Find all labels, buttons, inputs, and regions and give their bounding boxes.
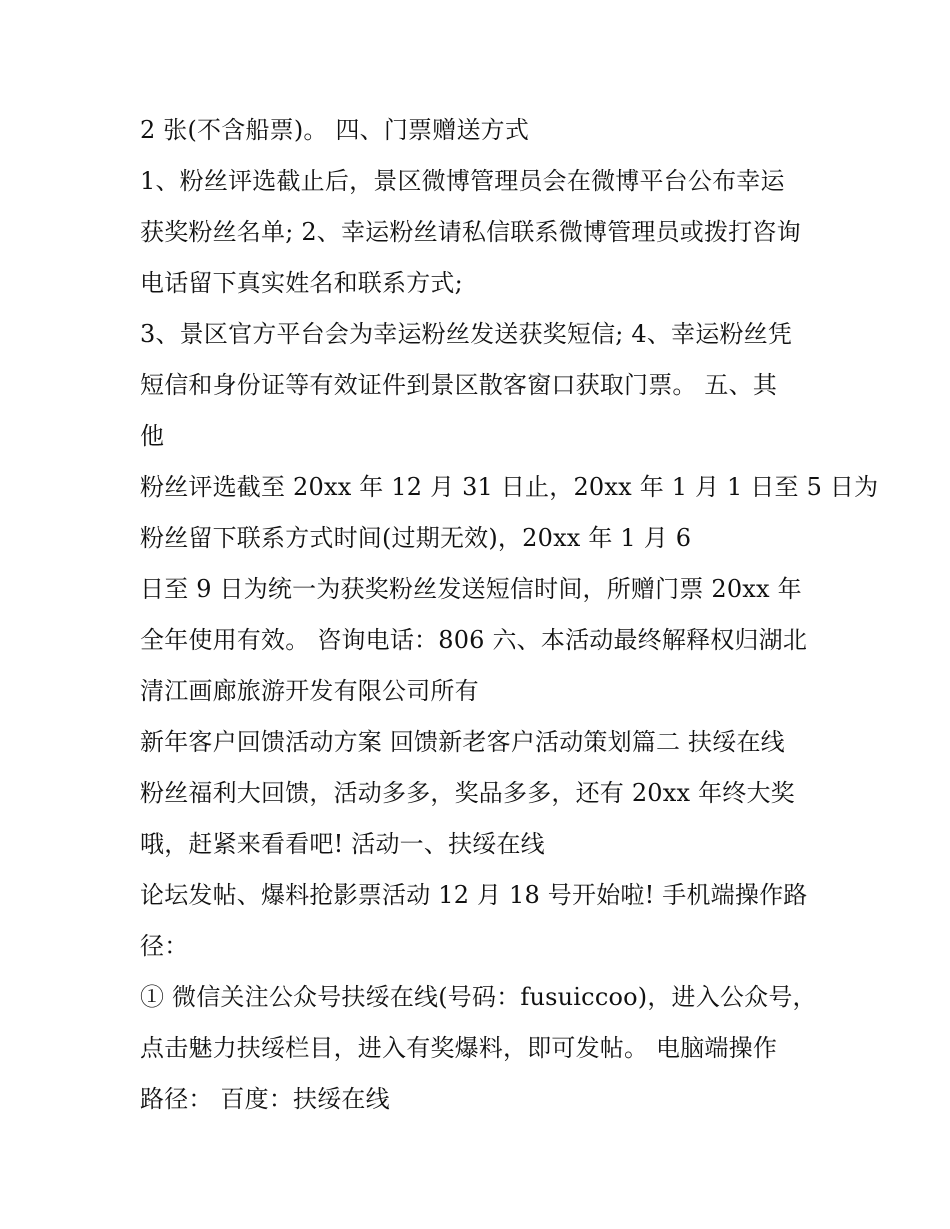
text-line: 清江画廊旅游开发有限公司所有 bbox=[140, 677, 479, 705]
text-line: 1、粉丝评选截止后，景区微博管理员会在微博平台公布幸运 bbox=[140, 167, 785, 195]
text-line: 粉丝评选截至 20xx 年 12 月 31 日止，20xx 年 1 月 1 日至 5 日为 bbox=[140, 473, 879, 501]
text-line: 哦，赶紧来看看吧! 活动一、扶绥在线 bbox=[140, 830, 545, 858]
text-line: 新年客户回馈活动方案 回馈新老客户活动策划篇二 扶绥在线 bbox=[140, 728, 785, 756]
text-line: 2 张(不含船票)。 四、门票赠送方式 bbox=[140, 116, 530, 144]
text-line: 路径： 百度：扶绥在线 bbox=[140, 1085, 390, 1113]
text-line: 径： bbox=[140, 932, 189, 960]
text-line: 点击魅力扶绥栏目，进入有奖爆料，即可发帖。 电脑端操作 bbox=[140, 1034, 778, 1062]
text-line: 获奖粉丝名单; 2、幸运粉丝请私信联系微博管理员或拨打咨询 bbox=[140, 218, 801, 246]
text-line: 粉丝留下联系方式时间(过期无效)，20xx 年 1 月 6 bbox=[140, 524, 692, 552]
text-line: 电话留下真实姓名和联系方式; bbox=[140, 269, 463, 297]
text-line: 日至 9 日为统一为获奖粉丝发送短信时间，所赠门票 20xx 年 bbox=[140, 575, 802, 603]
text-line: 3、景区官方平台会为幸运粉丝发送获奖短信; 4、幸运粉丝凭 bbox=[140, 320, 793, 348]
text-line: 短信和身份证等有效证件到景区散客窗口获取门票。 五、其 bbox=[140, 371, 778, 399]
text-line: 他 bbox=[140, 422, 165, 450]
text-line: 全年使用有效。 咨询电话：806 六、本活动最终解释权归湖北 bbox=[140, 626, 808, 654]
document-body bbox=[140, 108, 879, 1128]
text-line: ① 微信关注公众号扶绥在线(号码：fusuiccoo)，进入公众号， bbox=[140, 983, 817, 1011]
text-line: 论坛发帖、爆料抢影票活动 12 月 18 号开始啦! 手机端操作路 bbox=[140, 881, 808, 909]
text-line: 粉丝福利大回馈，活动多多，奖品多多，还有 20xx 年终大奖 bbox=[140, 779, 795, 807]
